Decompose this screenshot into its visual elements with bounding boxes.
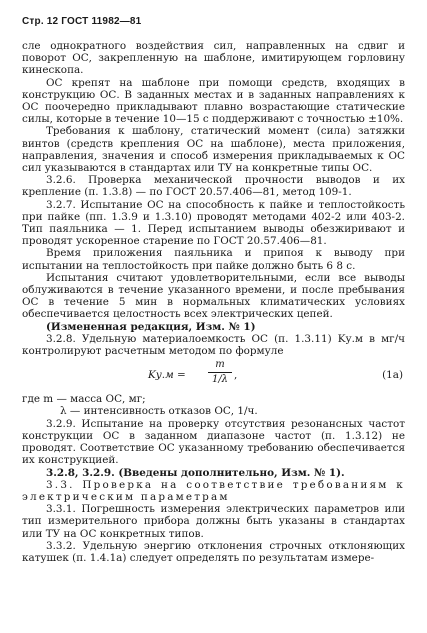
paragraph-mounting: ОС крепят на шаблоне при помощи средств, входящих в конструкцию ОС. В заданных местах и в заданных направлениях к ОС поочередно прикладывают плавно возрастающие статические силы, которые в течение 10—15 с поддерживают с точностью ±10%. bbox=[22, 76, 405, 126]
where-line-mass: где m — масса ОС, мг; bbox=[22, 393, 146, 406]
section-3-3-heading: 3.3. Проверка на соответствие требованиям к электрическим параметрам bbox=[22, 478, 405, 503]
amendment-note-2: 3.2.8, 3.2.9. (Введены дополнительно, Изм. № 1). bbox=[46, 466, 345, 479]
paragraph-test-criteria: Испытания считают удовлетворительными, если все выводы облуживаются в течение указанного времени, и после пребывания ОС в течение 5 мин в нормальных климатических условиях обеспечивается целостность всех электрических цепей. bbox=[22, 271, 405, 321]
paragraph-3-2-6: 3.2.6. Проверка механической прочности выводов и их крепление (п. 1.3.8) — по ГОСТ 20.57.406—81, метод 109-1. bbox=[22, 174, 405, 199]
paragraph-3-2-8: 3.2.8. Удельную материалоемкость ОС (п. 1.3.11) Kу.м в мг/ч контролируют расчетным методом по формуле bbox=[22, 332, 405, 358]
formula-denominator: 1/λ bbox=[211, 374, 229, 386]
paragraph-template-requirements: Требования к шаблону, статический момент (сила) затяжки винтов (средств крепления ОС на шаблоне), места приложения, направления, значения и способ измерения прикладываемых к ОС сил указываются в стандартах или ТУ на конкретные типы ОС. bbox=[22, 125, 405, 175]
paragraph-continuation: сле однократного воздействия сил, направленных на сдвиг и поворот ОС, закрепленную на шаблоне, имитирующем горловину кинескопа. bbox=[22, 40, 405, 77]
formula-numerator: m bbox=[208, 359, 232, 373]
page-header: Стр. 12 ГОСТ 11982—81 bbox=[22, 16, 142, 27]
formula-1a bbox=[22, 359, 405, 391]
paragraph-3-2-7: 3.2.7. Испытание ОС на способность к пайке и теплостойкость при пайке (пп. 1.3.9 и 1.3.10) проводят методами 402-2 или 403-2. Тип паяльника — 1. Перед испытанием выводы обезжиривают и проводят ускоренное старение по ГОСТ 20.57.406—81. bbox=[22, 198, 405, 248]
amendment-note: (Измененная редакция, Изм. № 1) bbox=[46, 320, 256, 333]
where-line-lambda: λ — интенсивность отказов ОС, 1/ч. bbox=[60, 405, 258, 418]
formula-lhs: Kу.м = bbox=[148, 369, 186, 382]
document-body bbox=[22, 40, 405, 564]
formula-fraction bbox=[208, 359, 232, 386]
paragraph-3-3-2: 3.3.2. Удельную энергию отклонения строчных отклоняющих катушек (п. 1.4.1а) следует определять по результатам измере- bbox=[22, 539, 405, 564]
paragraph-3-3-1: 3.3.1. Погрешность измерения электрических параметров или тип измерительного прибора должны быть указаны в стандартах или ТУ на ОС конкретных типов. bbox=[22, 503, 405, 540]
formula-comma: , bbox=[234, 369, 238, 382]
paragraph-soldering-time: Время приложения паяльника и припоя к выводу при испытании на теплостойкость при пайке должно быть 6 8 с. bbox=[22, 247, 405, 272]
formula-number: (1a) bbox=[382, 369, 403, 382]
paragraph-3-2-9: 3.2.9. Испытание на проверку отсутствия резонансных частот конструкции ОС в заданном диапазоне частот (п. 1.3.12) не проводят. Соответствие ОС указанному требованию обеспечивается их конструкцией. bbox=[22, 417, 405, 467]
